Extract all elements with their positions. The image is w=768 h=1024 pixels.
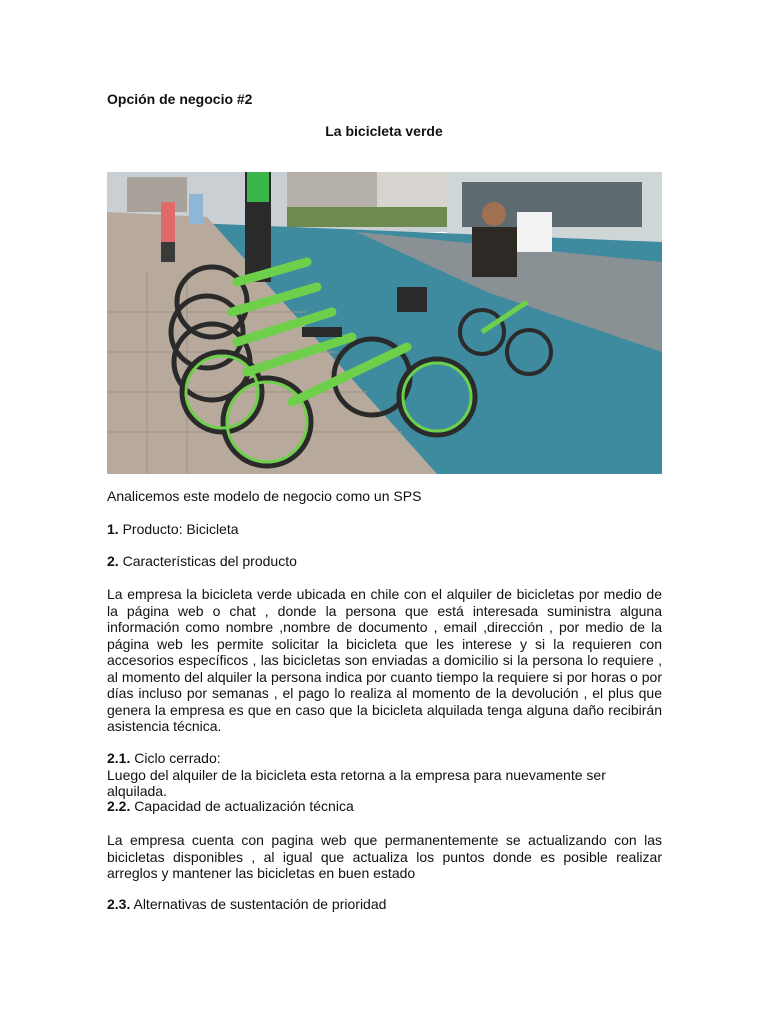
technical-update-paragraph: La empresa cuenta con pagina web que permanentemente se actualizando con las bicicletas disponibles , al igual que actualiza los puntos donde es posible realizar arreglos y mantener las bicicletas en buen estado (107, 832, 662, 881)
section-2-1-body: Luego del alquiler de la bicicleta esta retorna a la empresa para nuevamente ser alquilada. (107, 766, 606, 799)
section-2-3 (107, 896, 662, 913)
section-2-1-number: 2.1. (107, 750, 131, 766)
bike-station-photo (107, 172, 662, 474)
section-1-number: 1. (107, 521, 119, 537)
intro-text: Analicemos este modelo de negocio como un SPS (107, 488, 422, 504)
option-heading: Opción de negocio #2 (107, 91, 253, 107)
section-2-label: Características del producto (118, 553, 297, 569)
section-1-label: Producto: Bicicleta (118, 521, 239, 537)
section-2-number: 2. (107, 553, 119, 569)
section-2-3-label: Alternativas de sustentación de prioridad (130, 896, 387, 912)
document-title: La bicicleta verde (325, 123, 443, 139)
section-2-3-number: 2.3. (107, 896, 131, 912)
product-description-paragraph: La empresa la bicicleta verde ubicada en chile con el alquiler de bicicletas por medio de la página web o chat , donde la persona que está interesada suministra alguna información como nombre ,nombre de documento , email ,dirección , por medio de la página web les permite solicitar la bicicleta que les interese y si la requieren con accesorios específicos , las bicicletas son enviadas a domicilio si la persona lo requiere , al momento del alquiler la persona indica por cuanto tiempo la requiere si por horas o por días incluso por semanas , el pago lo realiza al momento de la devolución , el plus que genera la empresa es que en caso que la bicicleta alquilada tenga alguna daño recibirán asistencia técnica. (107, 586, 662, 734)
section-2-1-label: Ciclo cerrado: (130, 750, 221, 766)
section-2-2 (107, 798, 662, 815)
section-2 (107, 553, 662, 570)
section-2-2-number: 2.2. (107, 798, 131, 814)
section-2-2-label: Capacidad de actualización técnica (130, 798, 354, 814)
section-2-1 (107, 750, 662, 800)
section-1 (107, 521, 662, 538)
